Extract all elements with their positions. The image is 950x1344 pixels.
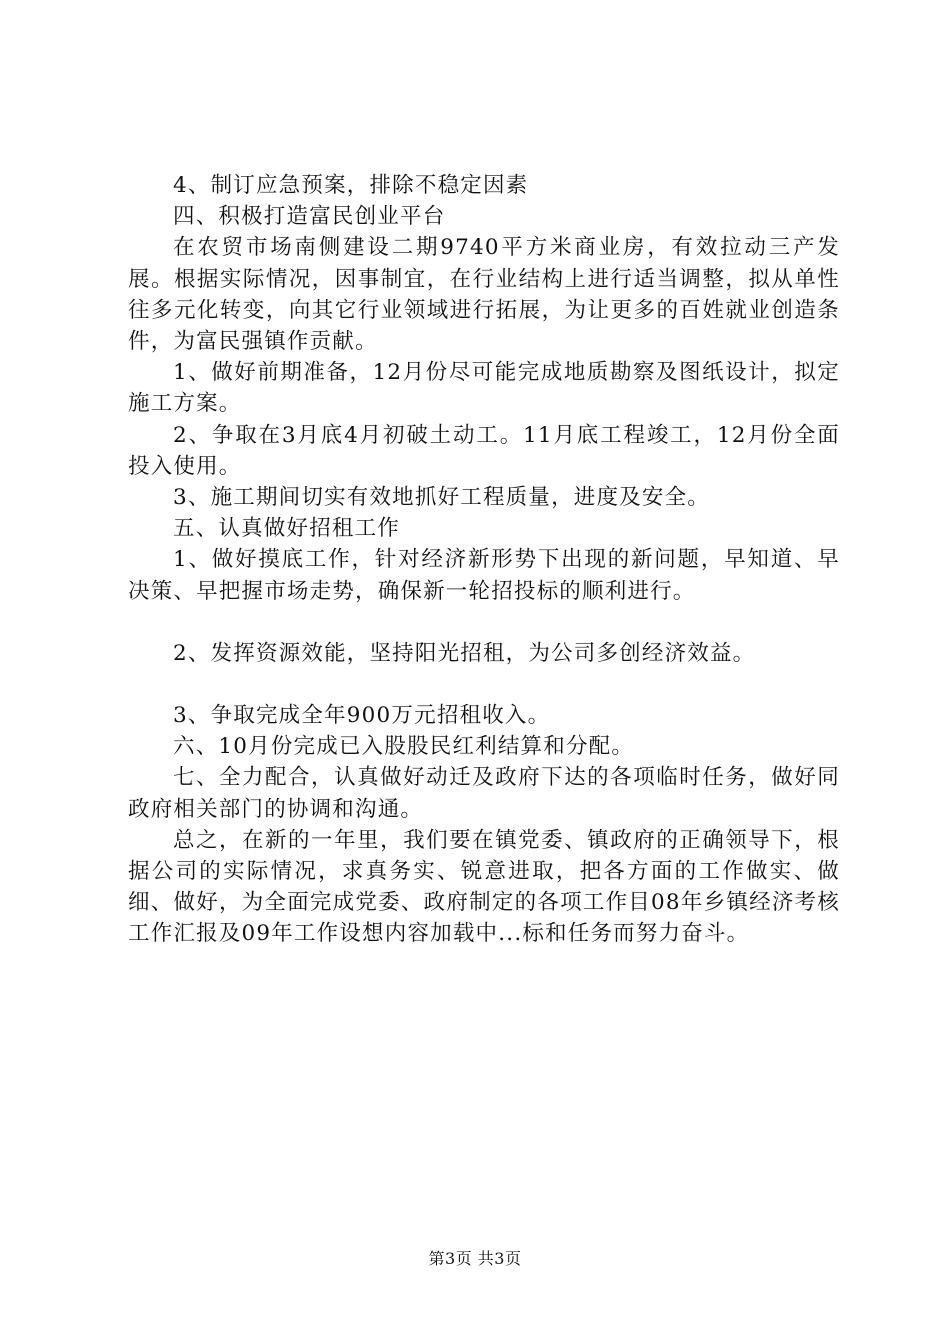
document-body — [128, 170, 840, 950]
paragraph-conclusion: 总之，在新的一年里，我们要在镇党委、镇政府的正确领导下，根据公司的实际情况，求真务实、锐意进取，把各方面的工作做实、做细、做好，为全面完成党委、政府制定的各项工作目08年乡镇经济考核工作汇报及09年工作设想内容加载中...标和任务而努力奋斗。 — [128, 827, 840, 947]
paragraph-commercial-building: 在农贸市场南侧建设二期9740平方米商业房，有效拉动三产发展。根据实际情况，因事制宜，在行业结构上进行适当调整，拟从单性往多元化转变，向其它行业领域进行拓展，为让更多的百姓就业创造条件，为富民强镇作贡献。 — [128, 235, 840, 355]
section-heading-7: 七、全力配合，认真做好动迁及政府下达的各项临时任务，做好同政府相关部门的协调和沟通。 — [128, 765, 840, 822]
paragraph-survey: 1、做好摸底工作，针对经济新形势下出现的新问题，早知道、早决策、早把握市场走势，确保新一轮招投标的顺利进行。 — [128, 547, 840, 604]
section-heading-5: 五、认真做好招租工作 — [173, 516, 401, 542]
paragraph-rental-income: 3、争取完成全年900万元招租收入。 — [173, 703, 551, 729]
section-heading-6: 六、10月份完成已入股股民红利结算和分配。 — [173, 734, 635, 760]
paragraph-quality: 3、施工期间切实有效地抓好工程质量，进度及安全。 — [173, 485, 710, 511]
page-number: 第3页 共3页 — [428, 1249, 522, 1268]
section-heading-4: 四、积极打造富民创业平台 — [173, 204, 446, 230]
paragraph-item-4: 4、制订应急预案，排除不稳定因素 — [173, 173, 529, 198]
paragraph-resources: 2、发挥资源效能，坚持阳光招租，为公司多创经济效益。 — [173, 640, 756, 666]
paragraph-preparation: 1、做好前期准备，12月份尽可能完成地质勘察及图纸设计，拟定施工方案。 — [128, 360, 840, 417]
paragraph-construction-schedule: 2、争取在3月底4月初破土动工。11月底工程竣工，12月份全面投入使用。 — [128, 422, 840, 479]
